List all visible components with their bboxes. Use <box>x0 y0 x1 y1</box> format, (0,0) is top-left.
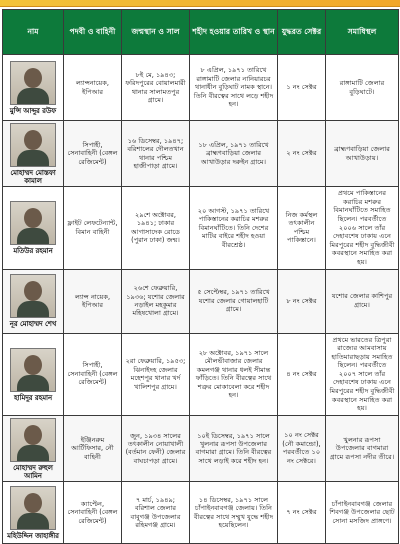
table-row <box>3 482 399 544</box>
memorial-cell: প্রথমে ভারতের ত্রিপুরা রাজ্যের আমবাসায় হাতিমারাছড়ায় সমাহিত ছিলেন। পরবর্তীতে ২০০৭ সালে তাঁর দেহাবশেষ ঢাকায় এনে মিরপুরের শহীদ বুদ্ধিজীবী কবরস্থানে সমাহিত করা হয়। <box>326 333 399 415</box>
header-martyr: শহীদ হওয়ার তারিখ ও স্থান <box>190 10 278 55</box>
martyr-cell: ১৮ এপ্রিল, ১৯৭১ তারিখে ব্রাহ্মণবাড়িয়া জেলার আখাউড়ার দরুইন গ্রামে। <box>190 121 278 187</box>
martyr-name: মোহাম্মদ মোস্তফা কামাল <box>10 169 56 186</box>
header-rank: পদবী ও বাহিনী <box>64 10 122 55</box>
table-row <box>3 55 399 121</box>
memorial-cell: চাঁপাইনবাবগঞ্জ জেলার শিবগঞ্জ উপজেলার ছোট সোনা মসজিদ প্রাঙ্গণে। <box>326 482 399 544</box>
name-cell <box>3 333 64 415</box>
header-memorial: সমাধিস্থল <box>326 10 399 55</box>
portrait-photo <box>10 348 56 392</box>
header-sector: যুদ্ধরত সেক্টর <box>278 10 326 55</box>
portrait-photo <box>10 61 56 105</box>
martyr-cell: ১৪ ডিসেম্বর, ১৯৭১ সালে চাঁপাইনবাবগঞ্জ জেলায়। তিনি বীরত্বের সাথে সম্মুখ যুদ্ধে শহীদ হয়েছিলেন। <box>190 482 278 544</box>
memorial-cell: প্রথমে পাকিস্তানের করাচির মশরুর বিমানঘাঁটিতে সমাহিত ছিলেন। পরবর্তীতে ২০০৬ সালে তাঁর দেহাবশেষ ঢাকায় এনে মিরপুরের শহীদ বুদ্ধিজীবী কবরস্থানে সমাহিত করা হয়। <box>326 187 399 269</box>
header-birth: জন্মস্থান ও সাল <box>122 10 190 55</box>
martyr-cell: ৮ এপ্রিল, ১৯৭১ তারিখে রাঙ্গামাটি জেলার নানিয়ারচর থানাধীন বুড়িঘাট নামক স্থানে। তিনি বীরত্বের সাথে লড়ে শহীদ হন। <box>190 55 278 121</box>
birth-cell: ২৯শে অক্টোবর, ১৯৪১; ঢাকার আগাসাদেক রোডে (পুরান ঢাকা) জন্ম। <box>122 187 190 269</box>
memorial-cell: যশোর জেলার কাশিপুর গ্রামে। <box>326 269 399 333</box>
birth-cell: ৮ই মে, ১৯৪৩; ফরিদপুরের বোয়ালমারী থানার সালামতপুর গ্রামে। <box>122 55 190 121</box>
header-name: নাম <box>3 10 64 55</box>
rank-cell: ল্যান্সনায়েক, ইপিআর <box>64 55 122 121</box>
name-cell <box>3 269 64 333</box>
birth-cell: জুন, ১৯৩৪ সালের তৎকালীন নোয়াখালী (বর্তমান ফেনী) জেলার বাঘচাপড়া গ্রামে। <box>122 415 190 481</box>
martyr-name: হামিদুর রহমান <box>13 393 53 402</box>
martyr-name: নূর মোহাম্মদ শেখ <box>9 320 57 329</box>
sector-cell: ১ নং সেক্টর <box>278 55 326 121</box>
table-header-row <box>3 10 399 55</box>
sector-cell: ৮ নং সেক্টর <box>278 269 326 333</box>
memorial-cell: খুলনার রূপসা উপজেলার বাগমারা গ্রামে রূপসা নদীর তীরে। <box>326 415 399 481</box>
birth-cell: ৭ মার্চ, ১৯৪৯; বরিশাল জেলার বাবুগঞ্জ উপজেলার রহিমগঞ্জ গ্রামে। <box>122 482 190 544</box>
rank-cell: সিপাহী, সেনাবাহিনী (বেঙ্গল রেজিমেন্ট) <box>64 333 122 415</box>
martyr-name: মতিউর রহমান <box>13 247 53 256</box>
name-cell <box>3 482 64 544</box>
rank-cell: ফ্লাইট লেফটেন্যান্ট, বিমান বাহিনী <box>64 187 122 269</box>
martyr-name: মহিউদ্দিন জাহাঙ্গীর <box>7 531 59 540</box>
top-strip <box>0 0 400 7</box>
table-row <box>3 415 399 481</box>
rank-cell: ইঞ্জিনরুম আর্টিফিসার, নৌ বাহিনী <box>64 415 122 481</box>
portrait-photo <box>10 274 56 318</box>
table-row <box>3 333 399 415</box>
table-row <box>3 269 399 333</box>
birth-cell: ১৬ ডিসেম্বর, ১৯৪৭; বরিশালের দৌলতখান থানার পশ্চিম হাজীপাড়া গ্রামে। <box>122 121 190 187</box>
table-row <box>3 187 399 269</box>
memorial-cell: ব্রাহ্মণবাড়িয়া জেলার আখাউড়ায়। <box>326 121 399 187</box>
sector-cell: ৪ নং সেক্টর <box>278 333 326 415</box>
sector-cell: ১০ নং সেক্টর (নৌ কমান্ডো), পরবর্তীতে ১০ নং সেক্টরে। <box>278 415 326 481</box>
birth-cell: ২৬শে ফেব্রুয়ারি, ১৯৩৬; যশোর জেলার নড়াইল মহকুমার মহিষখোলা গ্রামে। <box>122 269 190 333</box>
name-cell <box>3 187 64 269</box>
sector-cell: নিজ কর্মস্থল তৎকালীন পশ্চিম পাকিস্তানে। <box>278 187 326 269</box>
rank-cell: সিপাহী, সেনাবাহিনী (বেঙ্গল রেজিমেন্ট) <box>64 121 122 187</box>
portrait-photo <box>10 486 56 530</box>
rank-cell: ক্যাপ্টেন, সেনাবাহিনী (বেঙ্গল রেজিমেন্ট) <box>64 482 122 544</box>
name-cell <box>3 415 64 481</box>
portrait-photo <box>10 123 56 167</box>
sector-cell: ৭ নং সেক্টর <box>278 482 326 544</box>
martyr-cell: ২৮ অক্টোবর, ১৯৭১ সালে মৌলভীবাজার জেলার কমলগঞ্জ থানার ধলই সীমান্ত ফাঁড়িতে। তিনি বীরত্বের সাথে শত্রুর মোকাবেলা করে শহীদ হন। <box>190 333 278 415</box>
name-cell <box>3 55 64 121</box>
portrait-photo <box>10 418 56 462</box>
martyr-cell: ১০ই ডিসেম্বর, ১৯৭১ সালে খুলনার রূপসা উপজেলার বাগমারা গ্রামে। তিনি বীরত্বের সাথে লড়াই করে শহীদ হন। <box>190 415 278 481</box>
martyr-name: মোহাম্মদ রুহুল আমিন <box>13 463 53 480</box>
table-row <box>3 121 399 187</box>
birth-cell: ২রা ফেব্রুয়ারি, ১৯৫৩; ঝিনাইদহ জেলার মহেশপুর থানার খর্দ খালিশপুর গ্রামে। <box>122 333 190 415</box>
rank-cell: ল্যান্স নায়েক, ইপিআর <box>64 269 122 333</box>
martyrs-table <box>2 9 399 544</box>
memorial-cell: রাঙ্গামাটি জেলার বুড়িঘাটে। <box>326 55 399 121</box>
martyr-name: মুন্সি আব্দুর রউফ <box>9 106 57 115</box>
name-cell <box>3 121 64 187</box>
sector-cell: ২ নং সেক্টর <box>278 121 326 187</box>
martyr-cell: ৫ সেপ্টেম্বর, ১৯৭১ তারিখে যশোর জেলার গোয়ালহাটি গ্রামে। <box>190 269 278 333</box>
portrait-photo <box>10 201 56 245</box>
martyr-cell: ২০ আগস্ট, ১৯৭১ তারিখে পাকিস্তানের করাচির মশরুর বিমানঘাঁটিতে। তিনি দেশের মাটির বাইরে শহীদ হওয়া বীরশ্রেষ্ঠ। <box>190 187 278 269</box>
